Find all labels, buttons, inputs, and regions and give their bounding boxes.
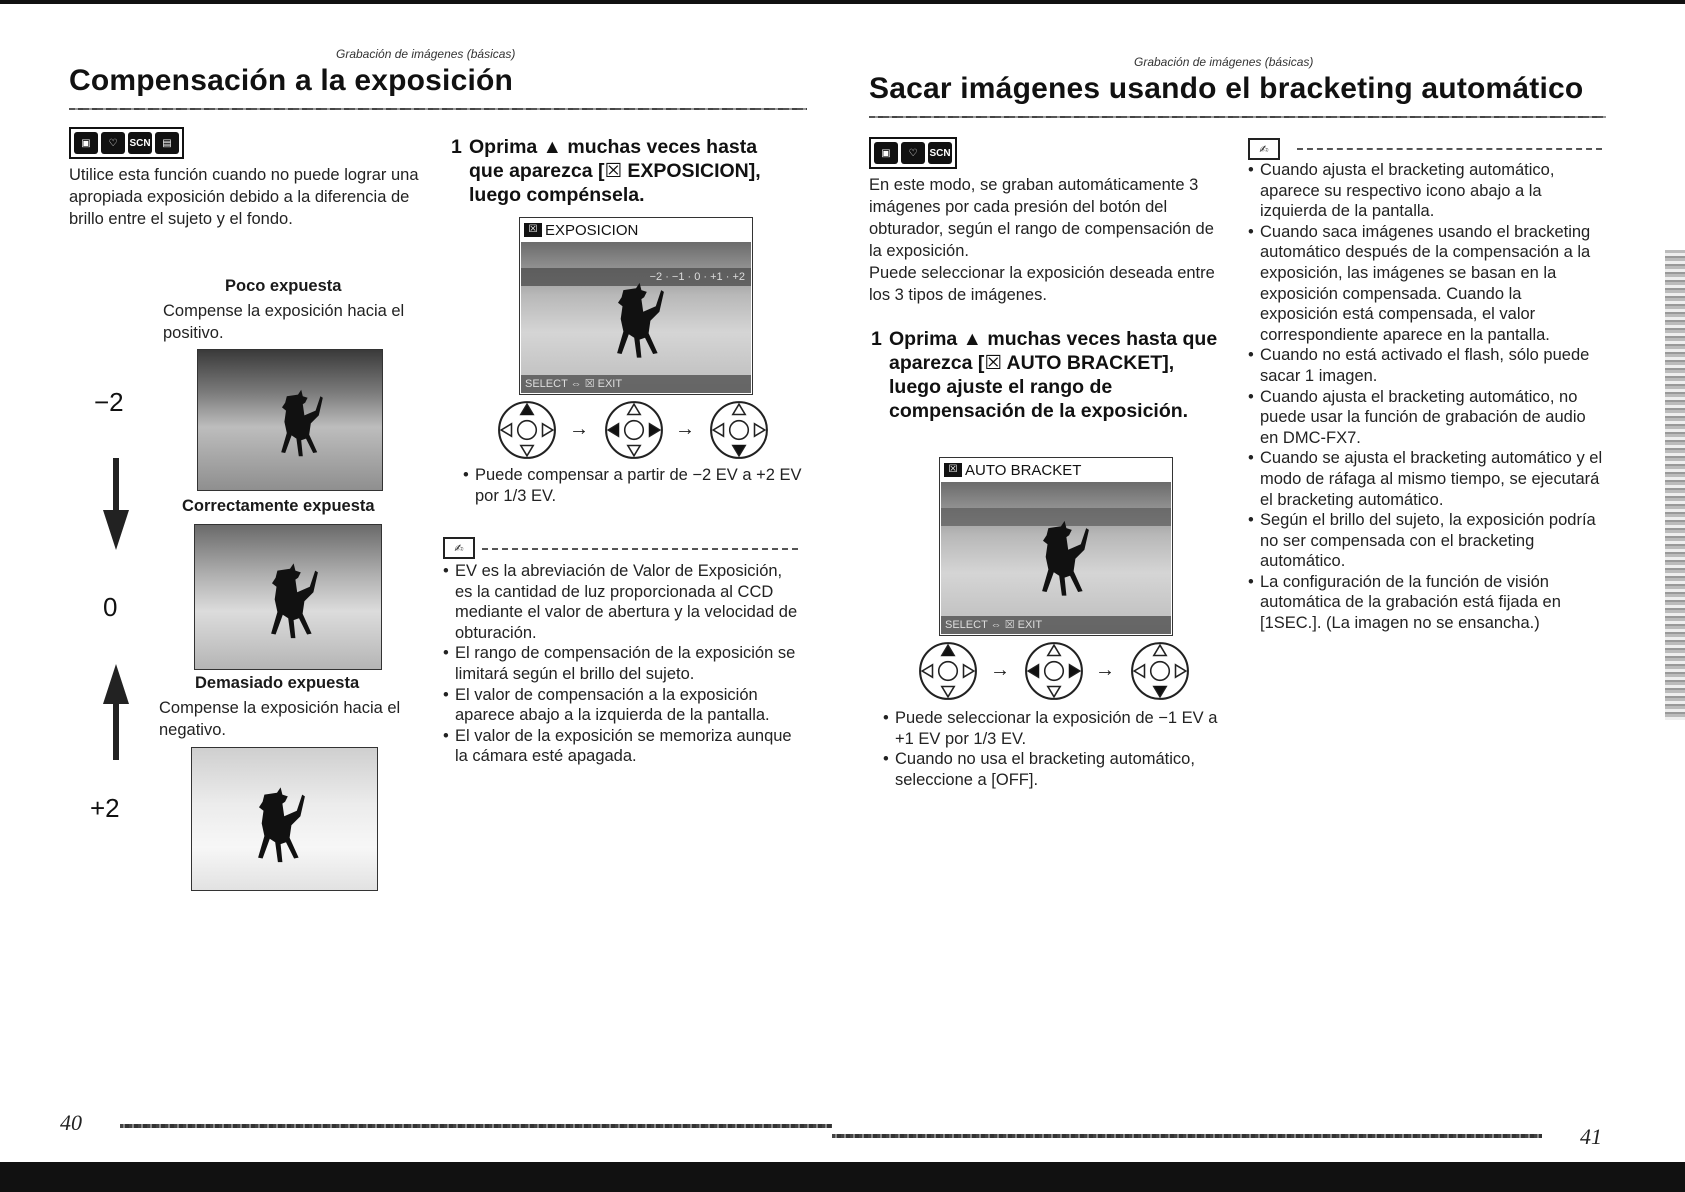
left-title-rule xyxy=(69,108,807,110)
right-intro-2: Puede seleccionar la exposición deseada entre los 3 tipos de imágenes. xyxy=(869,264,1215,304)
left-bullet-list xyxy=(463,465,803,506)
left-section-tag: Grabación de imágenes (básicas) xyxy=(336,47,516,61)
dpad-icon xyxy=(1023,640,1085,702)
arrow-up-shaft xyxy=(113,700,119,760)
scan-top-edge xyxy=(0,0,1685,4)
scale-zero: 0 xyxy=(103,592,118,622)
right-mode-icons xyxy=(869,137,957,169)
film-icon: ▤ xyxy=(155,132,179,154)
lcd-footer: SELECT ⇔ ☒ EXIT xyxy=(521,375,751,393)
underexposed-text: Compense la exposición hacia el positivo. xyxy=(163,302,405,342)
exposure-lcd xyxy=(519,217,753,395)
scene-mode-icon: SCN xyxy=(128,132,152,154)
note-item: • Cuando ajusta el bracketing automático, aparece su respectivo icono abajo a la izquierda de la pantalla. xyxy=(1248,160,1603,222)
dpad-icon xyxy=(1129,640,1191,702)
lcd-screen xyxy=(941,482,1171,634)
left-intro: Utilice esta función cuando no puede lograr una apropiada exposición debido a la diferencia de brillo entre el sujeto y el fondo. xyxy=(69,166,419,228)
note-divider xyxy=(1297,148,1602,150)
overexposed-text: Compense la exposición hacia el negativo. xyxy=(159,699,401,739)
scale-plus-two: +2 xyxy=(90,793,120,823)
exposure-icon: ☒ xyxy=(524,223,542,237)
lcd-title-bar xyxy=(940,458,1172,482)
underexposed-photo xyxy=(197,349,383,491)
lcd-scale-bar: −2 · −1 · 0 · +1 · +2 xyxy=(521,268,751,286)
scene-mode-icon: SCN xyxy=(928,142,952,164)
note-item: • Cuando no está activado el flash, sólo puede sacar 1 imagen. xyxy=(1248,345,1603,386)
dpad-icon xyxy=(496,399,558,461)
right-page-number: 41 xyxy=(1580,1124,1602,1149)
dpad-icon xyxy=(917,640,979,702)
correct-heading: Correctamente expuesta xyxy=(182,497,375,515)
step-text: Oprima ▲ muchas veces hasta que aparezca [☒ EXPOSICION], luego compénsela. xyxy=(469,136,761,206)
arrow-down-icon xyxy=(103,510,129,550)
right-step-1 xyxy=(871,327,1226,423)
lcd-title-bar xyxy=(520,218,752,242)
note-item: • El valor de compensación a la exposición aparece abajo a la izquierda de la pantalla. xyxy=(443,685,798,726)
arrow-down-shaft xyxy=(113,458,119,518)
right-bullet-item: • Cuando no usa el bracketing automático, seleccione a [OFF]. xyxy=(883,749,1223,790)
lcd-screen xyxy=(521,242,751,393)
left-step-1 xyxy=(451,135,796,207)
arrow-right-icon: → xyxy=(569,418,589,440)
lcd-title: EXPOSICION xyxy=(545,221,639,239)
right-notes xyxy=(1248,160,1603,634)
right-footer-rule xyxy=(832,1134,1542,1138)
heart-mode-icon: ♡ xyxy=(101,132,125,154)
note-item: • Cuando ajusta el bracketing automático, no puede usar la función de grabación de audio en DMC-FX7. xyxy=(1248,387,1603,449)
left-bullet-item: • Puede compensar a partir de −2 EV a +2 EV por 1/3 EV. xyxy=(463,465,803,506)
step-text: Oprima ▲ muchas veces hasta que aparezca [☒ AUTO BRACKET], luego ajuste el rango de compensación de la exposición. xyxy=(889,328,1218,422)
dpad-icon xyxy=(708,399,770,461)
left-notes xyxy=(443,561,798,767)
scan-binding-edge xyxy=(1665,250,1685,720)
right-bullet-list xyxy=(883,708,1223,790)
right-intro: En este modo, se graban automáticamente 3 imágenes por cada presión del botón del obturador, según el rango de compensación de la exposición. xyxy=(869,176,1214,260)
left-footer-rule xyxy=(120,1124,832,1128)
arrow-right-icon: → xyxy=(1095,659,1115,681)
note-item: • El valor de la exposición se memoriza aunque la cámara esté apagada. xyxy=(443,726,798,767)
note-item: • La configuración de la función de visión automática de la grabación está fijada en [1SEC.]. (La imagen no se ensancha.) xyxy=(1248,572,1603,634)
note-item: • Según el brillo del sujeto, la exposición podría no ser compensada con el bracketing automático. xyxy=(1248,510,1603,572)
step-number: 1 xyxy=(871,328,882,350)
arrow-right-icon: → xyxy=(990,659,1010,681)
camera-icon: ▣ xyxy=(74,132,98,154)
arrow-right-icon: → xyxy=(675,418,695,440)
lcd-title: AUTO BRACKET xyxy=(965,461,1082,479)
auto-bracket-icon: ☒ xyxy=(944,463,962,477)
step-number: 1 xyxy=(451,136,462,158)
left-page-number: 40 xyxy=(60,1110,82,1135)
note-item: • El rango de compensación de la exposición se limitará según el brillo del sujeto. xyxy=(443,643,798,684)
overexposed-heading: Demasiado expuesta xyxy=(195,674,360,692)
arrow-up-icon xyxy=(103,664,129,704)
note-item: • EV es la abreviación de Valor de Exposición, es la cantidad de luz proporcionada al CCD mediante el valor de abertura y la velocidad de obturación. xyxy=(443,561,798,643)
note-item: • Cuando se ajusta el bracketing automático y el modo de ráfaga al mismo tiempo, se ejecutará el bracketing automático. xyxy=(1248,448,1603,510)
camera-icon: ▣ xyxy=(874,142,898,164)
bracket-lcd xyxy=(939,457,1173,636)
right-section-tag: Grabación de imágenes (básicas) xyxy=(1134,55,1314,69)
note-icon: ✍ xyxy=(1248,138,1280,160)
lcd-footer: SELECT ⇔ ☒ EXIT xyxy=(941,616,1171,634)
overexposed-photo xyxy=(191,747,378,891)
dpad-icon xyxy=(603,399,665,461)
heart-mode-icon: ♡ xyxy=(901,142,925,164)
note-icon: ✍ xyxy=(443,537,475,559)
underexposed-heading: Poco expuesta xyxy=(225,277,342,295)
note-item: • Cuando saca imágenes usando el bracketing automático después de la compensación a la exposición, las imágenes se basan en la exposición compensada. Cuando la exposición está compensada, el valor correspondiente aparece en la pantalla. xyxy=(1248,222,1603,346)
scan-bottom-edge xyxy=(0,1162,1685,1192)
note-divider xyxy=(482,548,798,550)
right-title-rule xyxy=(869,116,1606,118)
scale-minus-two: −2 xyxy=(94,387,124,417)
left-page-title: Compensación a la exposición xyxy=(69,64,514,97)
right-page-title: Sacar imágenes usando el bracketing automático xyxy=(869,72,1584,105)
correct-photo xyxy=(194,524,382,670)
left-mode-icons xyxy=(69,127,184,159)
right-bullet-item: • Puede seleccionar la exposición de −1 EV a +1 EV por 1/3 EV. xyxy=(883,708,1223,749)
